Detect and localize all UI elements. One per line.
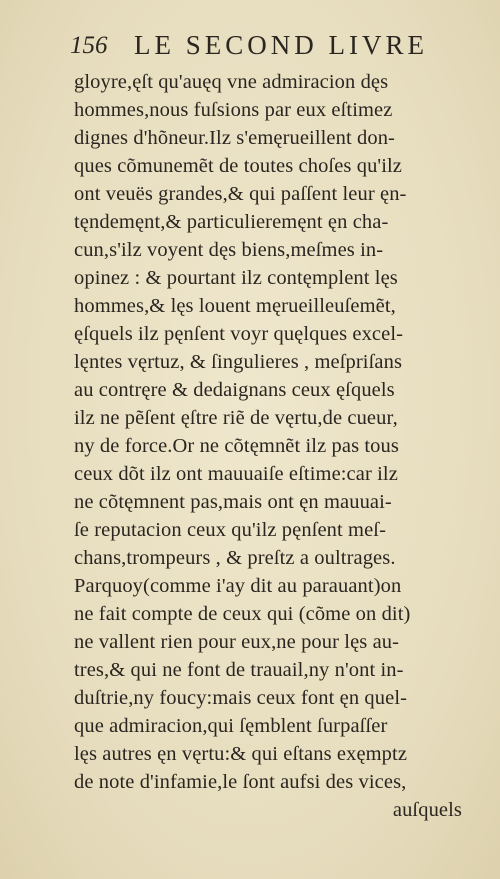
page-number: 156 <box>70 32 108 59</box>
text-line: ne fait compte de ceux qui (cõme on dit) <box>74 603 411 625</box>
text-line: ceux dõt ilz ont mauuaiſe eſtime:car ilz <box>74 463 398 485</box>
text-line: de note d'infamie,le ſont aufsi des vices, <box>74 771 407 793</box>
text-line: Parquoy(comme i'ay dit au parauant)on <box>74 575 402 597</box>
text-line: lęs autres ęn vęrtu:& qui eſtans exęmptz <box>74 743 408 765</box>
text-line: gloyre,ęſt qu'auęq vne admiracion dęs <box>74 71 389 93</box>
text-line: ęſquels ilz pęnſent voyr quęlques excel- <box>74 323 404 345</box>
text-line: ny de force.Or ne cõtęmnẽt ilz pas tous <box>74 435 399 457</box>
text-line: cun,s'ilz voyent dęs biens,meſmes in- <box>74 239 384 261</box>
text-line: chans,trompeurs , & preſtz a oultrages. <box>74 547 396 569</box>
text-line: ont veuës grandes,& qui paſſent leur ęn- <box>74 183 407 205</box>
text-line: au contręre & dedaignans ceux ęſquels <box>74 379 395 401</box>
text-line: hommes,nous fuſsions par eux eſtimez <box>74 99 393 121</box>
running-title: LE SECOND LIVRE <box>134 30 428 60</box>
text-line: dignes d'hõneur.Ilz s'emęrueillent don- <box>74 127 395 149</box>
text-line: lęntes vęrtuz, & ſingulieres , meſpriſans <box>74 351 403 373</box>
body-text <box>74 68 474 824</box>
text-line: ilz ne pẽſent ęſtre riẽ de vęrtu,de cueur, <box>74 407 398 429</box>
text-line: ne cõtęmnent pas,mais ont ęn mauuai- <box>74 491 392 513</box>
catchword: auſquels <box>392 799 462 821</box>
text-line: que admiracion,qui ſęmblent ſurpaſſer <box>74 715 388 737</box>
text-line: tres,& qui ne font de trauail,ny n'ont in- <box>74 659 404 681</box>
text-line: duſtrie,ny foucy:mais ceux font ęn quel- <box>74 687 408 709</box>
text-line: opinez : & pourtant ilz contęmplent lęs <box>74 267 398 289</box>
text-line: ſe reputacion ceux qu'ilz pęnſent meſ- <box>74 519 387 541</box>
text-line: ques cõmunemẽt de toutes choſes qu'ilz <box>74 155 403 177</box>
text-line: tęndemęnt,& particulieremęnt ęn cha- <box>74 211 389 233</box>
text-line: ne vallent rien pour eux,ne pour lęs au- <box>74 631 400 653</box>
text-line: hommes,& lęs louent męrueilleuſemẽt, <box>74 295 396 317</box>
page-header <box>70 26 470 66</box>
